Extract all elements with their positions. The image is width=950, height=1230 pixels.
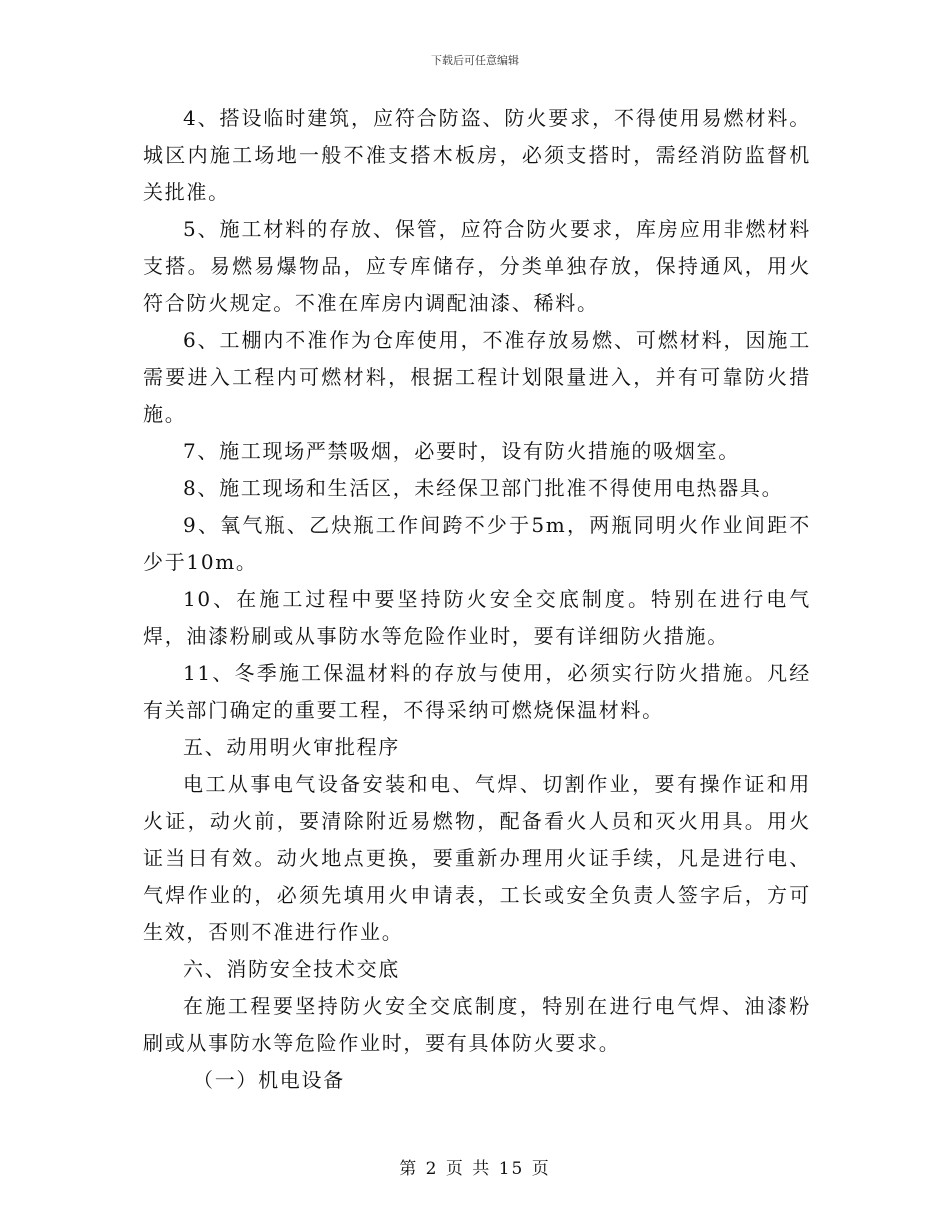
section-heading-six: 六、消防安全技术交底 — [183, 957, 400, 981]
paragraph-item-4: 4、搭设临时建筑，应符合防盗、防火要求，不得使用易燃材料。城区内施工场地一般不准支搭木板房，必须支搭时，需经消防监督机关批准。 — [143, 106, 811, 204]
paragraph-item-11: 11、冬季施工保温材料的存放与使用，必须实行防火措施。凡经有关部门确定的重要工程，不得采纳可燃烧保温材料。 — [143, 661, 811, 722]
section-heading-five: 五、动用明火审批程序 — [183, 735, 400, 759]
paragraph-item-6: 6、工棚内不准作为仓库使用，不准存放易燃、可燃材料，因施工需要进入工程内可燃材料，根据工程计划限量进入，并有可靠防火措施。 — [143, 328, 811, 426]
paragraph-safety-briefing: 在施工程要坚持防火安全交底制度，特别在进行电气焊、油漆粉刷或从事防水等危险作业时，要有具体防火要求。 — [143, 994, 811, 1055]
paragraph-fire-permit: 电工从事电气设备安装和电、气焊、切割作业，要有操作证和用火证，动火前，要清除附近易燃物，配备看火人员和灭火用具。用火证当日有效。动火地点更换，要重新办理用火证手续，凡是进行电、气焊作业的，必须先填用火申请表，工长或安全负责人签字后，方可生效，否则不准进行作业。 — [143, 772, 811, 944]
paragraph-item-9: 9、氧气瓶、乙炔瓶工作间跨不少于5m，两瓶同明火作业间距不少于10m。 — [143, 513, 811, 574]
header-note: 下载后可任意编辑 — [431, 54, 519, 67]
document-body — [143, 100, 811, 1099]
page-number: 第 2 页 共 15 页 — [399, 1159, 551, 1179]
paragraph-item-10: 10、在施工过程中要坚持防火安全交底制度。特别在进行电气焊，油漆粉刷或从事防水等危险作业时，要有详细防火措施。 — [143, 587, 811, 648]
paragraph-item-7: 7、施工现场严禁吸烟，必要时，设有防火措施的吸烟室。 — [183, 439, 740, 463]
paragraph-item-8: 8、施工现场和生活区，未经保卫部门批准不得使用电热器具。 — [183, 476, 784, 500]
paragraph-item-5: 5、施工材料的存放、保管，应符合防火要求，库房应用非燃材料支搭。易燃易爆物品，应专库储存，分类单独存放，保持通风，用火符合防火规定。不准在库房内调配油漆、稀料。 — [143, 217, 811, 315]
subsection-heading-electromechanical: （一）机电设备 — [193, 1068, 345, 1092]
